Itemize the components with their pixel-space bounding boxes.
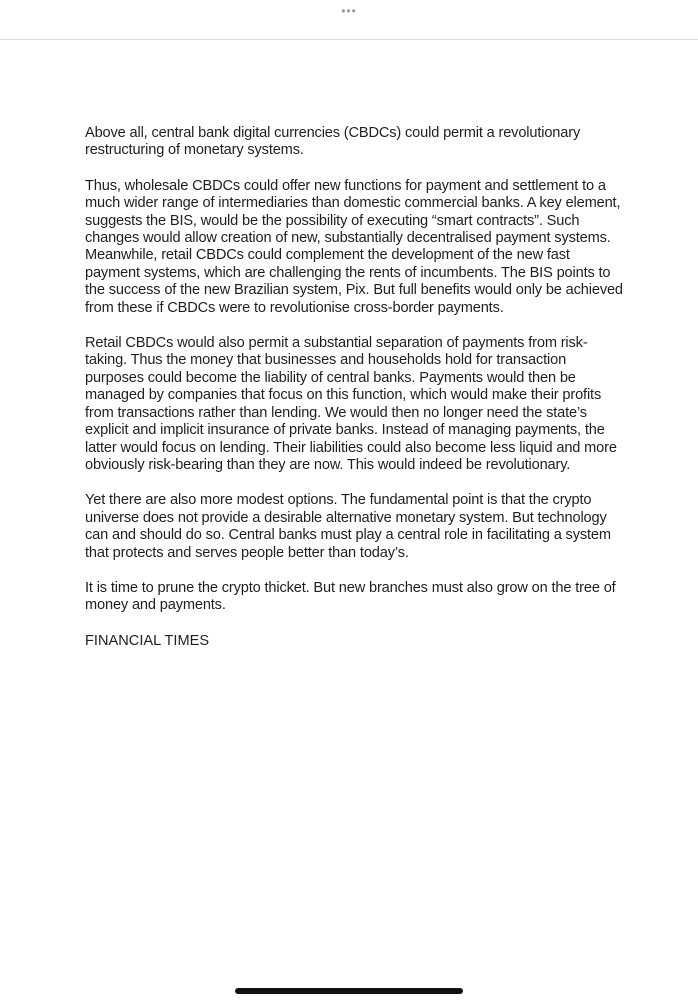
- article-paragraph-4: Yet there are also more modest options. The fundamental point is that the crypto universe does not provide a desirable alternative monetary system. But technology can and should do so. Central banks must play a central role in facilitating a system that protects and serves people better than today’s.: [85, 492, 611, 561]
- article-paragraph-1: Above all, central bank digital currencies (CBDCs) could permit a revolutionary restructuring of monetary systems.: [85, 125, 581, 159]
- article-body: [85, 125, 625, 650]
- article-paragraph-5: It is time to prune the crypto thicket. But new branches must also grow on the tree of money and payments.: [85, 579, 616, 614]
- article-paragraph-2: Thus, wholesale CBDCs could offer new functions for payment and settlement to a much wider range of intermediaries than domestic commercial banks. A key element, suggests the BIS, would be the possibility of executing “smart contracts”. Such changes would allow creation of new, substantially decentralised payment systems. Meanwhile, retail CBDCs could complement the development of the new fast payment systems, which are challenging the rents of incumbents. The BIS points to the success of the new Brazilian system, Pix. But full benefits would only be achieved from these if CBDCs were to revolutionise cross-border payments.: [85, 177, 623, 316]
- more-horizontal-icon[interactable]: •••: [341, 4, 357, 18]
- top-bar: [0, 0, 698, 40]
- article-paragraph-3: Retail CBDCs would also permit a substantial separation of payments from risk-taking. Thus the money that businesses and households hold for transaction purposes could become the liability of central banks. Payments would then be managed by companies that focus on this function, which would make their profits from transactions rather than lending. We would then no longer need the state’s explicit and implicit insurance of private banks. Instead of managing payments, the latter would focus on lending. Their liabilities could also become less liquid and more obviously risk-bearing than they are now. This would indeed be revolutionary.: [85, 335, 617, 473]
- article-signature: FINANCIAL TIMES: [85, 632, 210, 649]
- home-indicator[interactable]: [235, 988, 463, 994]
